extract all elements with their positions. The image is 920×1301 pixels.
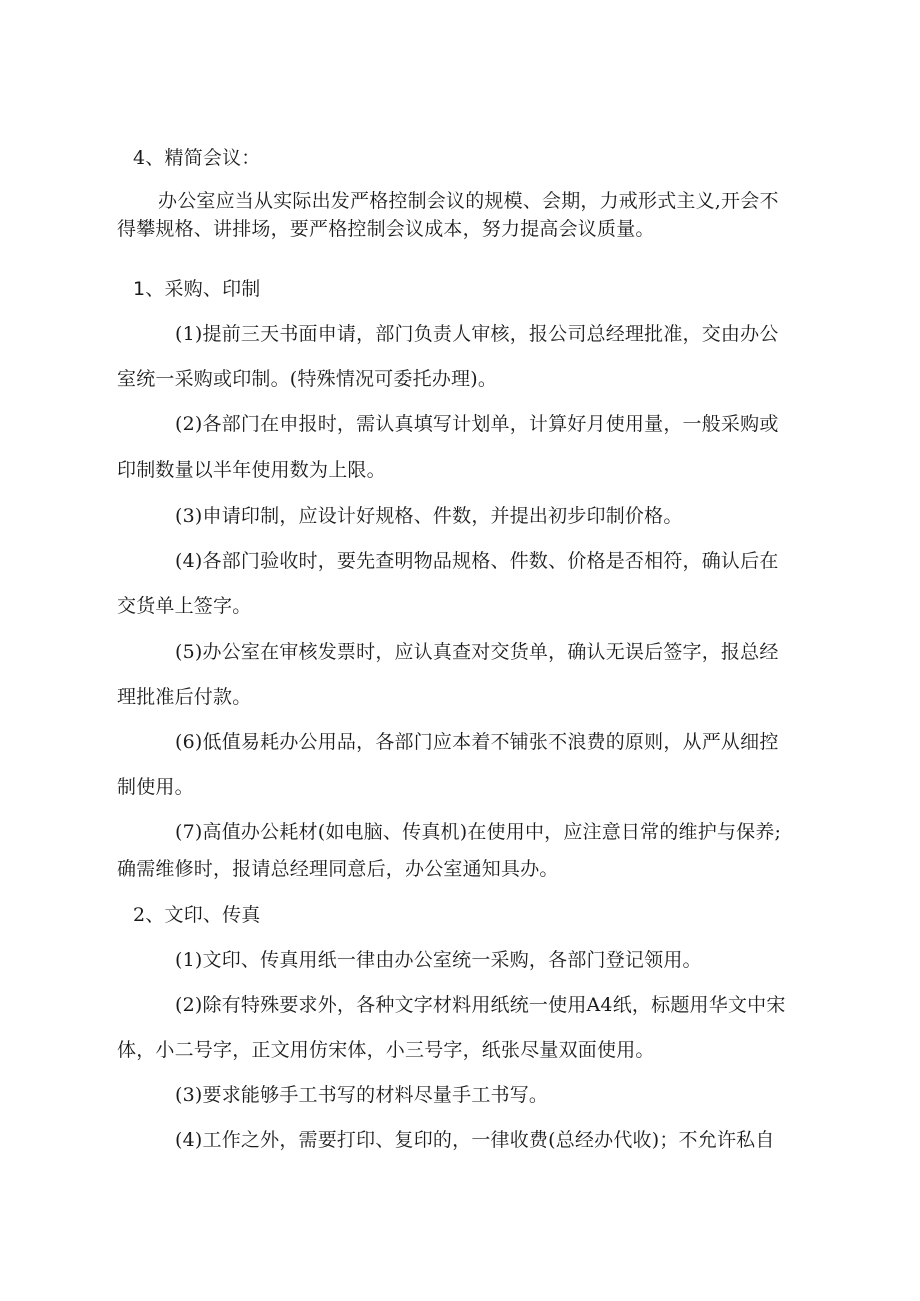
procurement-item-7-line-2: 确需维修时，报请总经理同意后，办公室通知具办。	[117, 858, 559, 880]
section-1-heading: 1、采购、印制	[133, 278, 261, 300]
procurement-item-5-line-2: 理批准后付款。	[117, 686, 252, 708]
printing-item-2-line-2: 体，小二号字，正文用仿宋体，小三号字，纸张尽量双面使用。	[117, 1039, 655, 1061]
procurement-item-2-line-1: (2)各部门在申报时，需认真填写计划单，计算好月使用量，一般采购或	[175, 413, 779, 435]
procurement-item-5-line-1: (5)办公室在审核发票时，应认真查对交货单，确认无误后签字，报总经	[175, 641, 779, 663]
procurement-item-1-line-2: 室统一采购或印制。(特殊情况可委托办理)。	[117, 368, 498, 390]
section-4-paragraph-line-1: 办公室应当从实际出发严格控制会议的规模、会期，力戒形式主义,开会不	[158, 190, 779, 212]
procurement-item-6-line-2: 制使用。	[117, 776, 194, 798]
procurement-item-7-line-1: (7)高值办公耗材(如电脑、传真机)在使用中，应注意日常的维护与保养;	[175, 821, 782, 843]
procurement-item-6-line-1: (6)低值易耗办公用品，各部门应本着不铺张不浪费的原则，从严从细控	[175, 731, 779, 753]
procurement-item-3-line-1: (3)申请印制，应设计好规格、件数，并提出初步印制价格。	[175, 505, 683, 527]
section-4-heading: 4、精简会议：	[133, 147, 261, 169]
section-4-paragraph-line-2: 得攀规格、讲排场，要严格控制会议成本，努力提高会议质量。	[117, 218, 655, 240]
printing-item-2-line-1: (2)除有特殊要求外，各种文字材料用纸统一使用A4纸，标题用华文中宋	[175, 994, 786, 1016]
printing-item-3-line-1: (3)要求能够手工书写的材料尽量手工书写。	[175, 1084, 549, 1106]
procurement-item-4-line-1: (4)各部门验收时，要先查明物品规格、件数、价格是否相符，确认后在	[175, 550, 779, 572]
printing-item-1-line-1: (1)文印、传真用纸一律由办公室统一采购，各部门登记领用。	[175, 949, 702, 971]
printing-item-4-line-1: (4)工作之外，需要打印、复印的，一律收费(总经办代收)；不允许私自	[175, 1129, 775, 1151]
procurement-item-4-line-2: 交货单上签字。	[117, 595, 252, 617]
section-2-heading: 2、文印、传真	[133, 904, 261, 926]
procurement-item-1-line-1: (1)提前三天书面申请，部门负责人审核，报公司总经理批准，交由办公	[175, 323, 779, 345]
procurement-item-2-line-2: 印制数量以半年使用数为上限。	[117, 459, 386, 481]
